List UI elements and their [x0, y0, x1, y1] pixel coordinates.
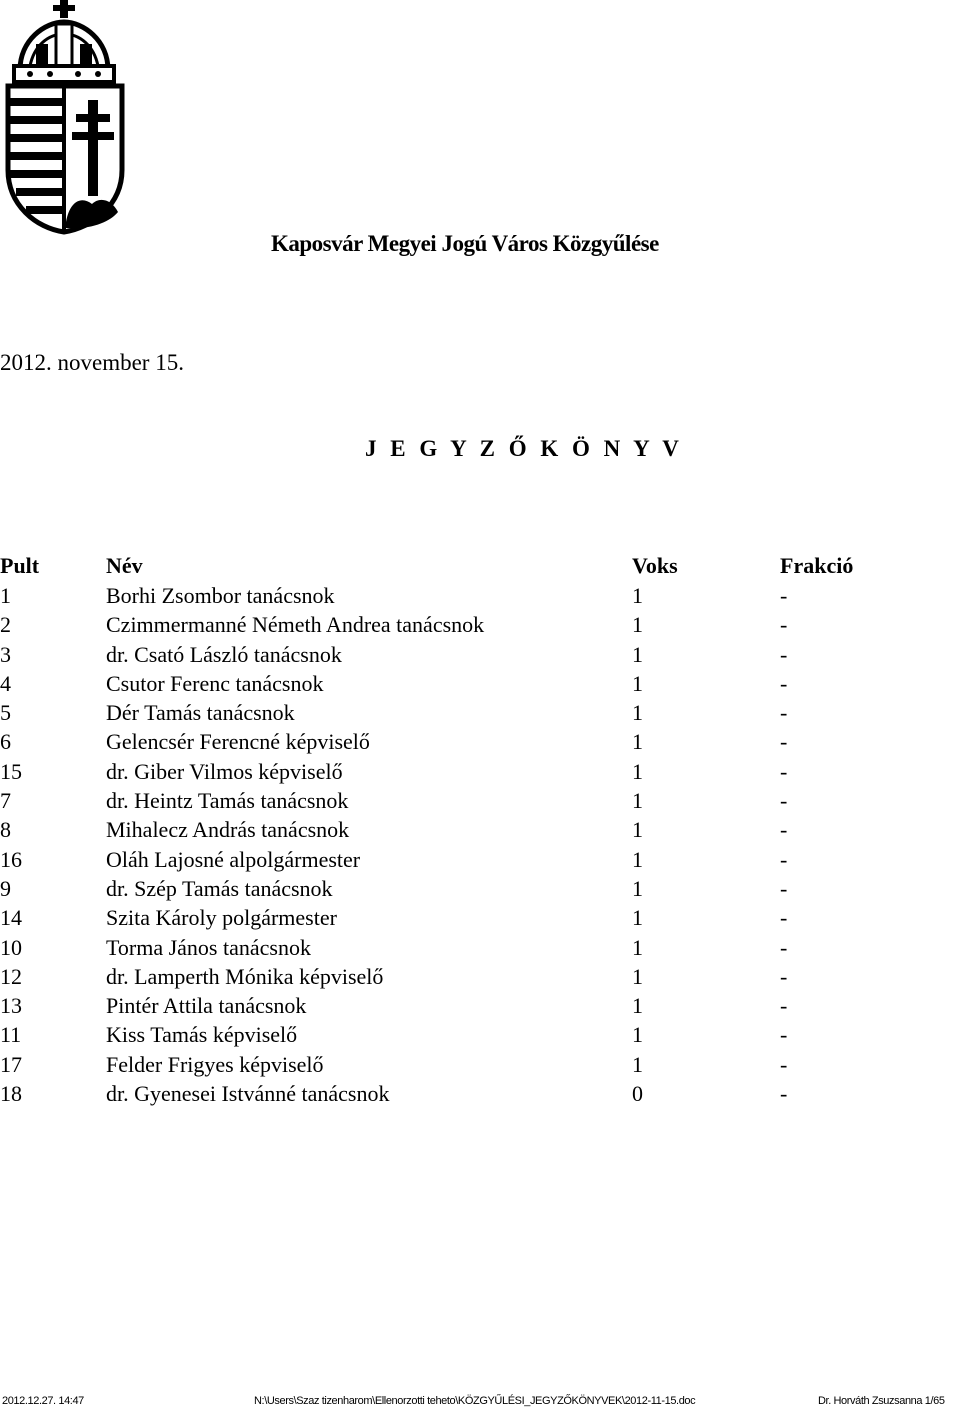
table-row: [0, 640, 900, 669]
vote-cell: 1: [632, 934, 643, 960]
vote-cell: 1: [632, 583, 643, 608]
pult-cell: 17: [0, 1051, 22, 1077]
vote-cell: 0: [632, 1081, 643, 1107]
pult-cell: 6: [0, 729, 11, 755]
vote-cell: 1: [632, 758, 643, 784]
vote-cell: 1: [632, 641, 643, 667]
faction-cell: -: [780, 905, 788, 931]
faction-cell: -: [780, 993, 788, 1019]
table-row: [0, 933, 900, 962]
name-cell: dr. Szép Tamás tanácsnok: [106, 875, 333, 901]
faction-cell: -: [780, 729, 788, 755]
column-header-nev: Név: [106, 552, 143, 578]
pult-cell: 2: [0, 612, 11, 638]
pult-cell: 9: [0, 875, 11, 901]
faction-cell: -: [780, 1081, 788, 1107]
name-cell: Csutor Ferenc tanácsnok: [106, 670, 324, 696]
name-cell: dr. Lamperth Mónika képviselő: [106, 963, 384, 989]
footer-author-page: Dr. Horváth Zsuzsanna 1/65: [818, 1395, 945, 1407]
pult-cell: 12: [0, 963, 22, 989]
column-header-voks: Voks: [632, 552, 678, 578]
table-header-row: [0, 550, 900, 581]
faction-cell: -: [780, 641, 788, 667]
vote-cell: 1: [632, 788, 643, 814]
vote-cell: 1: [632, 670, 643, 696]
table-row: [0, 1020, 900, 1049]
faction-cell: -: [780, 817, 788, 843]
vote-cell: 1: [632, 817, 643, 843]
table-row: [0, 1050, 900, 1079]
vote-cell: 1: [632, 729, 643, 755]
faction-cell: -: [780, 583, 788, 608]
faction-cell: -: [780, 700, 788, 726]
table-row: [0, 698, 900, 727]
vote-cell: 1: [632, 993, 643, 1019]
pult-cell: 7: [0, 788, 11, 814]
footer-timestamp: 2012.12.27. 14:47: [2, 1395, 84, 1407]
pult-cell: 1: [0, 583, 11, 608]
faction-cell: -: [780, 934, 788, 960]
table-row: [0, 991, 900, 1020]
meeting-date: 2012. november 15.: [0, 350, 184, 375]
pult-cell: 15: [0, 758, 22, 784]
pult-cell: 16: [0, 846, 22, 872]
faction-cell: -: [780, 758, 788, 784]
faction-cell: -: [780, 1051, 788, 1077]
pult-cell: 14: [0, 905, 22, 931]
table-row: [0, 903, 900, 932]
document-title: J E G Y Z Ő K Ö N Y V: [365, 436, 683, 461]
table-row: [0, 669, 900, 698]
vote-cell: 1: [632, 905, 643, 931]
name-cell: Szita Károly polgármester: [106, 905, 337, 931]
faction-cell: -: [780, 670, 788, 696]
table-row: [0, 610, 900, 639]
faction-cell: -: [780, 788, 788, 814]
table-row: [0, 757, 900, 786]
name-cell: Dér Tamás tanácsnok: [106, 700, 295, 726]
name-cell: Gelencsér Ferencné képviselő: [106, 729, 370, 755]
name-cell: dr. Giber Vilmos képviselő: [106, 758, 343, 784]
pult-cell: 5: [0, 700, 11, 726]
coat-of-arms-icon: [0, 0, 132, 236]
attendance-table: [0, 550, 900, 1108]
faction-cell: -: [780, 612, 788, 638]
pult-cell: 13: [0, 993, 22, 1019]
name-cell: dr. Csató László tanácsnok: [106, 641, 342, 667]
table-row: [0, 727, 900, 756]
pult-cell: 11: [0, 1022, 22, 1048]
table-row: [0, 962, 900, 991]
vote-cell: 1: [632, 612, 643, 638]
column-header-frakcio: Frakció: [780, 552, 854, 578]
name-cell: Mihalecz András tanácsnok: [106, 817, 350, 843]
name-cell: Torma János tanácsnok: [106, 934, 311, 960]
table-row: [0, 874, 900, 903]
name-cell: Kiss Tamás képviselő: [106, 1022, 298, 1048]
table-row: [0, 581, 900, 610]
faction-cell: -: [780, 875, 788, 901]
pult-cell: 4: [0, 670, 11, 696]
table-row: [0, 1079, 900, 1108]
vote-cell: 1: [632, 1022, 643, 1048]
name-cell: Borhi Zsombor tanácsnok: [106, 583, 335, 608]
organization-title: Kaposvár Megyei Jogú Város Közgyűlése: [271, 231, 659, 256]
vote-cell: 1: [632, 1051, 643, 1077]
faction-cell: -: [780, 846, 788, 872]
vote-cell: 1: [632, 875, 643, 901]
table-row: [0, 815, 900, 844]
vote-cell: 1: [632, 963, 643, 989]
name-cell: dr. Gyenesei Istvánné tanácsnok: [106, 1081, 390, 1107]
name-cell: Oláh Lajosné alpolgármester: [106, 846, 361, 872]
name-cell: dr. Heintz Tamás tanácsnok: [106, 788, 349, 814]
name-cell: Felder Frigyes képviselő: [106, 1051, 324, 1077]
pult-cell: 8: [0, 817, 11, 843]
name-cell: Czimmermanné Németh Andrea tanácsnok: [106, 612, 485, 638]
table-row: [0, 786, 900, 815]
pult-cell: 10: [0, 934, 22, 960]
footer-file-path: N:\Users\Szaz tizenharom\Ellenorzotti teheto\KÖZGYŰLÉSI_JEGYZŐKÖNYVEK\2012-11-15.doc: [254, 1395, 696, 1407]
vote-cell: 1: [632, 700, 643, 726]
pult-cell: 3: [0, 641, 11, 667]
faction-cell: -: [780, 1022, 788, 1048]
column-header-pult: Pult: [0, 552, 40, 578]
vote-cell: 1: [632, 846, 643, 872]
name-cell: Pintér Attila tanácsnok: [106, 993, 307, 1019]
pult-cell: 18: [0, 1081, 22, 1107]
faction-cell: -: [780, 963, 788, 989]
table-row: [0, 845, 900, 874]
